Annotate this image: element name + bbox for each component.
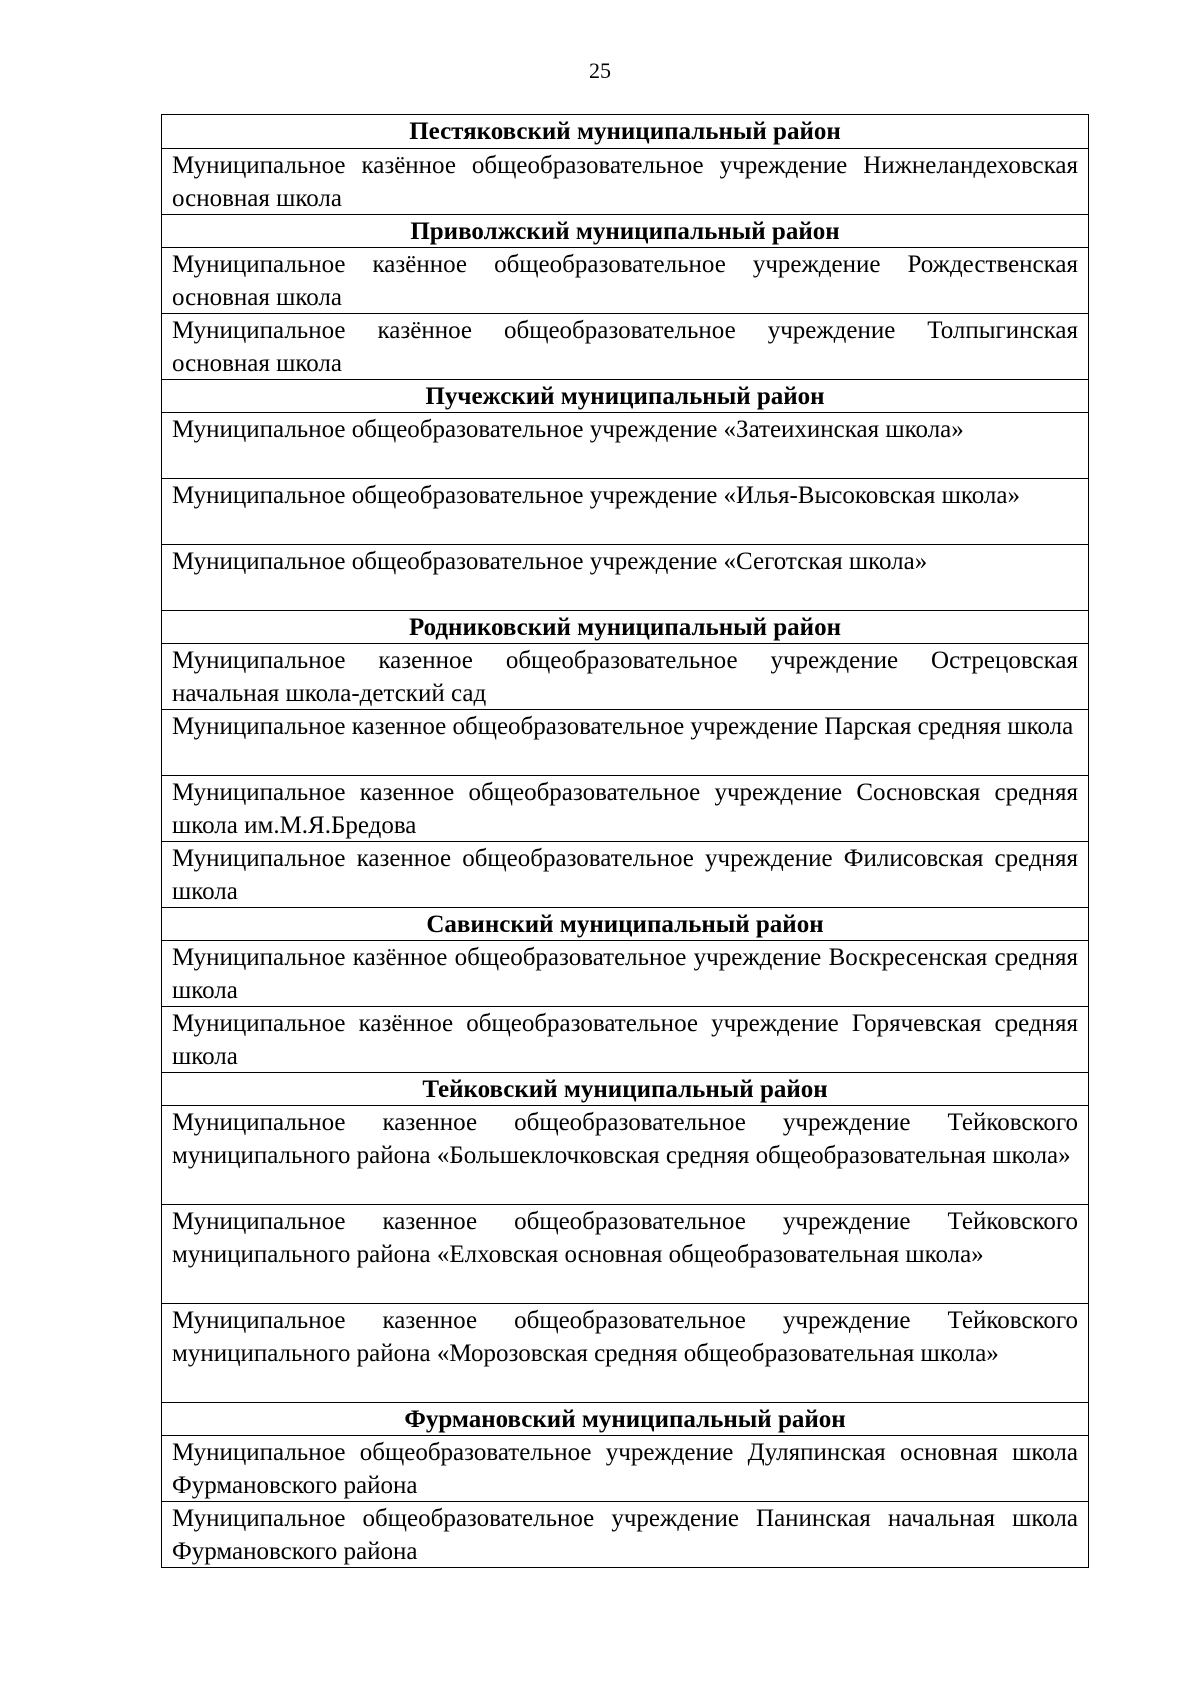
school-row: Муниципальное казенное общеобразовательное учреждение Тейковского муниципального района «Елховская основная общеобразовательная школа»	[162, 1204, 1088, 1303]
school-row: Муниципальное казенное общеобразовательное учреждение Острецовская начальная школа-детский сад	[162, 643, 1088, 709]
district-header: Фурмановский муниципальный район	[162, 1402, 1088, 1435]
school-row: Муниципальное общеобразовательное учреждение «Илья-Высоковская школа»	[162, 478, 1088, 544]
school-row: Муниципальное казенное общеобразовательное учреждение Сосновская средняя школа им.М.Я.Бредова	[162, 775, 1088, 841]
district-header: Родниковский муниципальный район	[162, 610, 1088, 643]
district-header: Пестяковский муниципальный район	[409, 118, 841, 145]
school-row: Муниципальное казённое общеобразовательное учреждение Горячевская средняя школа	[162, 1006, 1088, 1072]
page-number: 25	[589, 58, 611, 83]
school-row: Муниципальное казенное общеобразовательное учреждение Тейковского муниципального района «Морозовская средняя общеобразовательная школа»	[162, 1303, 1088, 1402]
school-row: Муниципальное казенное общеобразовательное учреждение Филисовская средняя школа	[162, 841, 1088, 907]
school-row: Муниципальное казённое общеобразовательное учреждение Толпыгинская основная школа	[162, 313, 1088, 379]
school-row: Муниципальное общеобразовательное учреждение «Сеготская школа»	[162, 544, 1088, 610]
school-row: Муниципальное казенное общеобразовательное учреждение Тейковского муниципального района «Большеклочковская средняя общеобразовательная школа»	[162, 1105, 1088, 1204]
school-row: Муниципальное общеобразовательное учреждение Панинская начальная школа Фурмановского района	[162, 1501, 1088, 1567]
school-row: Муниципальное казённое общеобразовательное учреждение Нижнеландеховская основная школа	[162, 148, 1088, 214]
school-row: Муниципальное казённое общеобразовательное учреждение Воскресенская средняя школа	[162, 940, 1088, 1006]
district-header: Савинский муниципальный район	[162, 907, 1088, 940]
school-row: Муниципальное общеобразовательное учреждение Дуляпинская основная школа Фурмановского района	[162, 1435, 1088, 1501]
school-row: Муниципальное казённое общеобразовательное учреждение Рождественская основная школа	[162, 247, 1088, 313]
district-header: Пучежский муниципальный район	[162, 379, 1088, 412]
school-row: Муниципальное общеобразовательное учреждение «Затеихинская школа»	[162, 412, 1088, 478]
school-row: Муниципальное казенное общеобразовательное учреждение Парская средняя школа	[162, 709, 1088, 775]
schools-table	[161, 114, 1089, 1568]
district-header: Приволжский муниципальный район	[162, 214, 1088, 247]
district-header: Тейковский муниципальный район	[162, 1072, 1088, 1105]
